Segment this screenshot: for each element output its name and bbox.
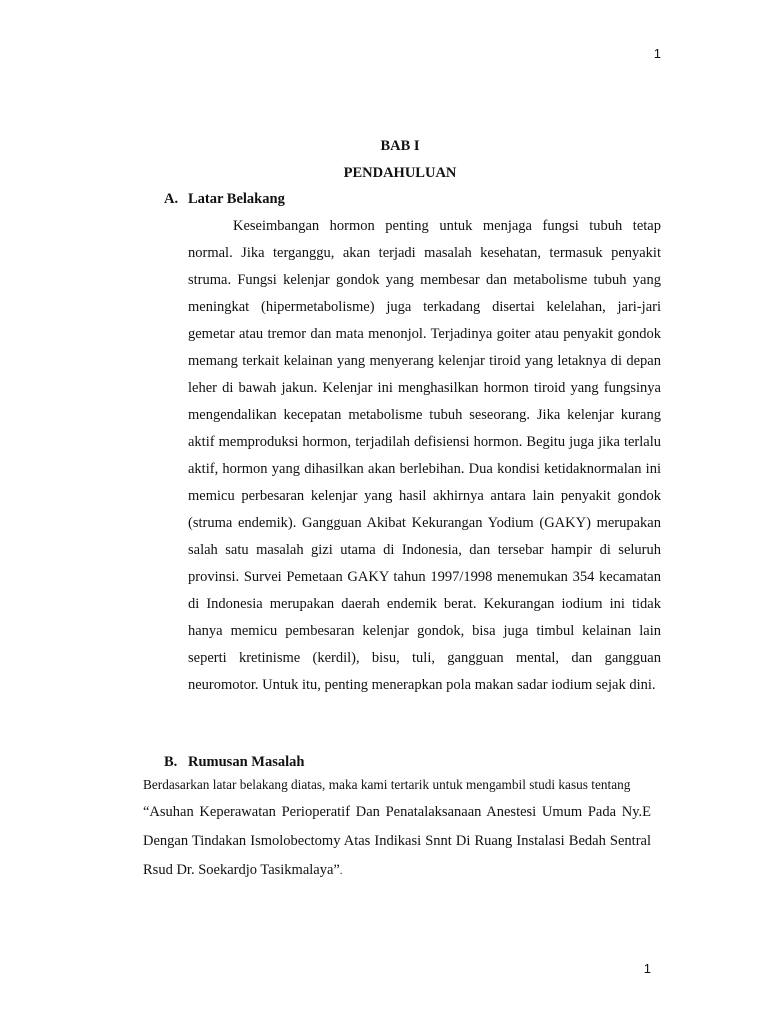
chapter-title: PENDAHULUAN bbox=[343, 165, 457, 181]
section-b-intro: Berdasarkan latar belakang diatas, maka kami tertarik untuk mengambil studi kasus tentang bbox=[143, 777, 631, 792]
section-b-heading bbox=[164, 754, 304, 771]
page-number-bottom: 1 bbox=[643, 961, 651, 976]
section-b-quote-end: . bbox=[339, 866, 343, 877]
section-a-heading bbox=[164, 191, 285, 208]
page-number-top: 1 bbox=[653, 46, 661, 61]
section-a-paragraph: Keseimbangan hormon penting untuk menjaga fungsi tubuh tetap normal. Jika terganggu, akan terjadi masalah kesehatan, termasuk penyakit struma. Fungsi kelenjar gondok yang membesar dan metabolisme tubuh yang meningkat (hipermetabolisme) juga terkadang disertai kelelahan, jari-jari gemetar atau tremor dan mata menonjol. Terjadinya goiter atau penyakit gondok memang terkait kelainan yang menyerang kelenjar tiroid yang letaknya di depan leher di bawah jakun. Kelenjar ini menghasilkan hormon tiroid yang fungsinya mengendalikan kecepatan metabolisme tubuh seseorang. Jika kelenjar kurang aktif memproduksi hormon, terjadilah defisiensi hormon. Begitu juga jika terlalu aktif, hormon yang dihasilkan akan berlebihan. Dua kondisi ketidaknormalan ini memicu perbesaran kelenjar yang hasil akhirnya antara lain penyakit gondok (struma endemik). Gangguan Akibat Kekurangan Yodium (GAKY) merupakan salah satu masalah gizi utama di Indonesia, dan tersebar hampir di seluruh provinsi. Survei Pemetaan GAKY tahun 1997/1998 menemukan 354 kecamatan di Indonesia merupakan daerah endemik berat. Kekurangan iodium ini tidak hanya memicu pembesaran kelenjar gondok, bisa juga timbul kelainan lain seperti kretinisme (kerdil), bisu, tuli, gangguan mental, dan gangguan neuromotor. Untuk itu, penting menerapkan pola makan sadar iodium sejak dini. bbox=[188, 218, 661, 693]
section-a-letter: A. bbox=[164, 191, 179, 207]
section-a-title: Latar Belakang bbox=[188, 191, 285, 207]
chapter-number: BAB I bbox=[380, 138, 420, 154]
section-b-title: Rumusan Masalah bbox=[188, 754, 305, 770]
section-b-quote-text: “Asuhan Keperawatan Perioperatif Dan Penatalaksanaan Anestesi Umum Pada Ny.E Dengan Tindakan Ismolobectomy Atas Indikasi Snnt Di Ruang Instalasi Bedah Sentral Rsud Dr. Soekardjo Tasikmalaya” bbox=[143, 804, 651, 878]
section-b-letter: B. bbox=[164, 754, 178, 770]
section-b-quote bbox=[143, 798, 651, 886]
